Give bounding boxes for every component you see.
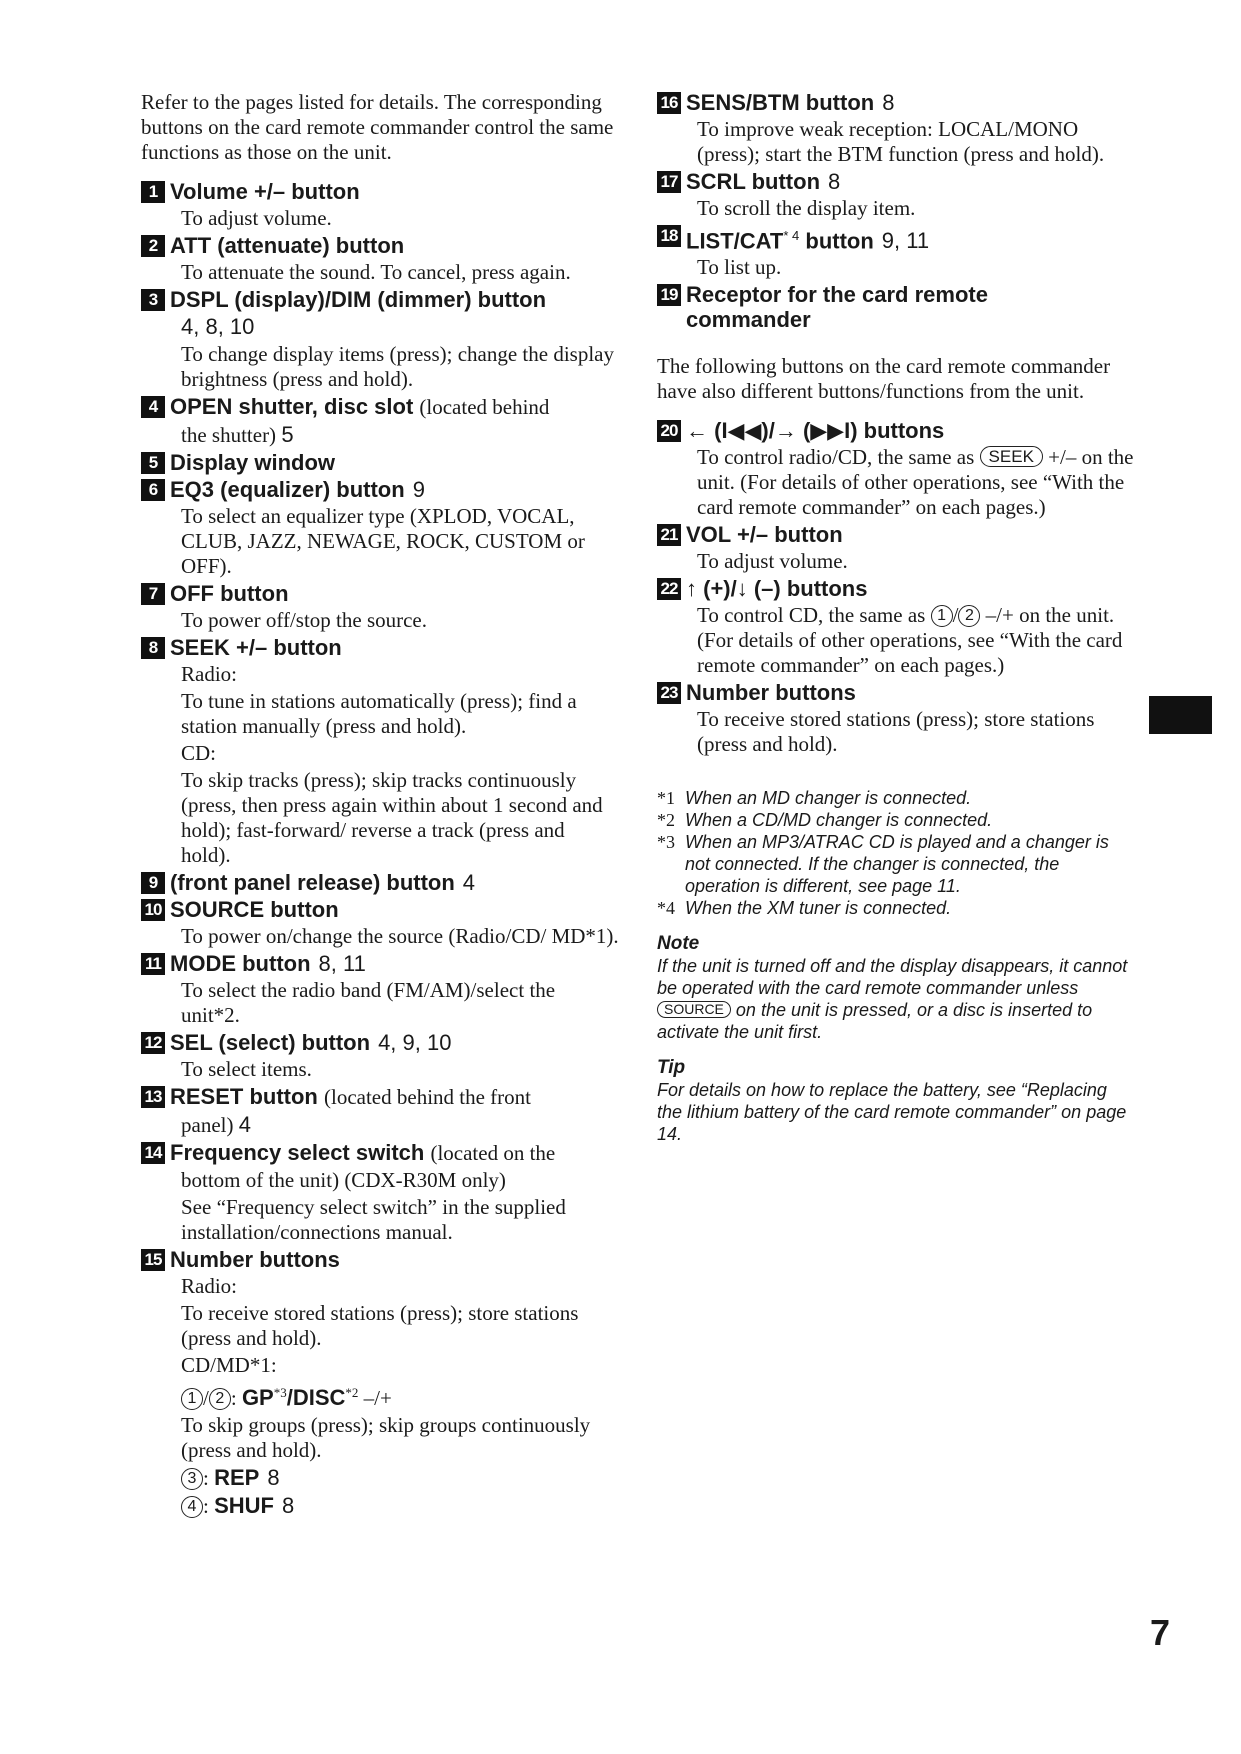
item-title: ATT (attenuate) button	[170, 233, 405, 258]
item-title: SENS/BTM button	[686, 90, 875, 115]
item-desc: To adjust volume.	[181, 206, 332, 230]
item-number: 19	[657, 284, 681, 306]
item-title: Frequency select switch	[170, 1140, 425, 1165]
item-title: LIST/CAT	[686, 228, 784, 254]
item-desc: To power off/stop the source.	[181, 608, 428, 632]
item-12	[141, 1030, 619, 1082]
item-desc	[657, 445, 1135, 520]
item-title: Volume +/– button	[170, 179, 360, 204]
gp-desc: To skip groups (press); skip groups continuously (press and hold).	[181, 1413, 591, 1462]
item-15	[141, 1247, 619, 1519]
item-location: (located behind	[419, 395, 550, 419]
item-pages: 4	[238, 1112, 251, 1137]
note-label: Note	[657, 933, 700, 955]
item-desc: To change display items (press); change the display brightness (press and hold).	[181, 342, 614, 391]
item-desc: To scroll the display item.	[697, 196, 916, 220]
item-desc: To list up.	[697, 255, 782, 280]
item-line: CD:	[181, 741, 217, 765]
number-button-2-symbol: 2	[958, 605, 980, 627]
item-number: 8	[141, 637, 165, 659]
desc-part: To control radio/CD, the same as	[697, 445, 975, 470]
rep-label: REP	[214, 1465, 260, 1490]
item-9	[141, 870, 619, 895]
tip-label: Tip	[657, 1057, 686, 1079]
number-button-3-symbol: 3	[181, 1468, 203, 1490]
item-pages: 8	[281, 1493, 295, 1518]
item-pages: 5	[281, 422, 294, 447]
item-number: 16	[657, 92, 681, 114]
item-number: 7	[141, 583, 165, 605]
item-number: 20	[657, 420, 681, 442]
desc-part: To control CD, the same as	[697, 603, 926, 628]
item-number: 17	[657, 171, 681, 193]
item-pages: 9	[412, 477, 425, 502]
item-title-suffix: button	[805, 228, 874, 254]
item-title: ← (I◀◀)/→ (▶▶I) buttons	[686, 418, 945, 444]
item-location-cont: panel)	[181, 1113, 234, 1137]
item-20	[657, 418, 1135, 520]
footnote	[657, 809, 1135, 831]
item-desc: To control CD, the same as 1 / 2 –/+ on the unit. (For details of other operations, see “With the card remote commander” on each pages.)	[697, 603, 1123, 678]
footnote-text: When the XM tuner is connected.	[685, 898, 952, 919]
number-button-4-symbol: 4	[181, 1496, 203, 1518]
item-title: RESET button	[170, 1084, 318, 1109]
item-number: 18	[657, 225, 681, 247]
item-desc: To select items.	[181, 1057, 312, 1081]
item-title: DSPL (display)/DIM (dimmer) button	[170, 287, 547, 312]
footnote-ref: *3	[273, 1385, 287, 1400]
item-3	[141, 287, 619, 392]
item-pages: 4, 8, 10	[181, 314, 255, 339]
item-title: Number buttons	[686, 680, 856, 706]
item-line: Radio:	[181, 662, 237, 686]
item-title: ↑ (+)/↓ (–) buttons	[686, 576, 868, 602]
item-22	[657, 576, 1135, 678]
note-text	[657, 955, 1135, 1043]
footnote-text: When an MP3/ATRAC CD is played and a changer is not connected. If the changer is connected, the operation is different, see page 11.	[685, 832, 1109, 897]
item-title: EQ3 (equalizer) button	[170, 477, 405, 502]
tip-text: For details on how to replace the battery, see “Replacing the lithium battery of the card remote commander” on page 14.	[657, 1080, 1127, 1145]
item-pages: 4, 9, 10	[378, 1030, 452, 1055]
item-desc: To select an equalizer type (XPLOD, VOCAL, CLUB, JAZZ, NEWAGE, ROCK, CUSTOM or OFF).	[181, 504, 585, 578]
page-number: 7	[1150, 1612, 1171, 1653]
item-16	[657, 90, 1135, 167]
item-pages: 8	[882, 90, 895, 115]
footnote	[657, 831, 1135, 897]
item-11	[141, 951, 619, 1028]
item-number: 13	[141, 1086, 165, 1108]
item-desc: To adjust volume.	[697, 549, 848, 574]
item-19	[657, 282, 1135, 332]
left-column	[141, 90, 619, 1521]
note-part: on the unit is pressed, or a disc is inserted to activate the unit first.	[657, 1000, 1093, 1043]
item-pages: 8, 11	[318, 951, 366, 976]
item-number: 6	[141, 479, 165, 501]
item-number: 14	[141, 1142, 165, 1164]
item-number: 21	[657, 524, 681, 546]
item-title: OFF button	[170, 581, 289, 606]
footnote-text: When a CD/MD changer is connected.	[685, 810, 993, 831]
desc-part: +/– on the unit. (For details of other operations, see “With the card remote commander” on each pages.)	[697, 445, 1134, 520]
item-number: 12	[141, 1032, 165, 1054]
footnote-mark: *1	[657, 788, 675, 809]
footnote	[657, 787, 1135, 809]
number-button-1-symbol: 1	[931, 605, 953, 627]
item-title: Receptor for the card remote commander	[686, 282, 988, 333]
item-title: MODE button	[170, 951, 311, 976]
item-title: Display window	[170, 450, 336, 475]
item-title: SOURCE button	[170, 897, 339, 922]
item-title: Number buttons	[170, 1247, 340, 1272]
gp-disc-line: 1 / 2 : GP$^{*3}$/DISC$^{*2}$ –/+	[141, 1380, 619, 1411]
item-2	[141, 233, 619, 285]
item-line: To tune in stations automatically (press); find a station manually (press and hold).	[181, 689, 577, 738]
source-button-symbol: SOURCE	[657, 1001, 731, 1018]
item-number: 22	[657, 578, 681, 600]
item-14	[141, 1140, 619, 1245]
item-pages: 9, 11	[881, 228, 930, 254]
item-desc: See “Frequency select switch” in the supplied installation/connections manual.	[181, 1195, 566, 1244]
item-number: 15	[141, 1249, 165, 1271]
item-desc: To power on/change the source (Radio/CD/ MD*1).	[181, 924, 619, 948]
footnotes	[657, 787, 1135, 1145]
number-button-2-symbol: 2	[209, 1388, 231, 1410]
item-4	[141, 394, 619, 448]
footnote-mark: *4	[657, 898, 675, 919]
right-column	[657, 88, 1135, 1145]
rep-line: 3 : REP 8	[141, 1465, 619, 1491]
item-8	[141, 635, 619, 868]
item-title: OPEN shutter, disc slot	[170, 394, 414, 419]
item-location-cont: the shutter)	[181, 423, 277, 447]
item-desc: To receive stored stations (press); store stations (press and hold).	[697, 707, 1095, 757]
item-10	[141, 897, 619, 949]
item-1	[141, 179, 619, 231]
item-number: 11	[141, 953, 165, 975]
item-13	[141, 1084, 619, 1138]
footnote-ref: *2	[345, 1385, 359, 1400]
item-desc: To improve weak reception: LOCAL/MONO (press); start the BTM function (press and hold).	[697, 117, 1105, 166]
item-number: 9	[141, 872, 165, 894]
item-number: 10	[141, 899, 165, 921]
item-line: To skip tracks (press); skip tracks continuously (press, then press again within about 1 second and hold); fast-forward/ reverse a track (press and hold).	[181, 768, 603, 867]
item-location: (located behind the front	[324, 1085, 532, 1109]
item-title: SCRL button	[686, 169, 821, 194]
item-number: 2	[141, 235, 165, 257]
item-desc: To attenuate the sound. To cancel, press again.	[181, 260, 571, 284]
footnote-ref: * 4	[783, 228, 800, 243]
item-line: To receive stored stations (press); store stations (press and hold).	[181, 1301, 579, 1350]
shuf-line: 4 : SHUF 8	[141, 1493, 619, 1519]
item-line: CD/MD*1:	[181, 1353, 277, 1377]
gp-label: GP	[241, 1385, 274, 1410]
item-location-cont: bottom of the unit) (CDX-R30M only)	[181, 1168, 506, 1192]
item-number: 3	[141, 289, 165, 311]
item-6	[141, 477, 619, 579]
seek-button-symbol: SEEK	[980, 446, 1043, 467]
item-title: (front panel release) button	[170, 870, 455, 895]
item-number: 1	[141, 181, 165, 203]
shuf-label: SHUF	[214, 1493, 274, 1518]
gp-disc-tail: –/+	[358, 1386, 392, 1410]
item-number: 5	[141, 452, 165, 474]
item-number: 4	[141, 396, 165, 418]
item-desc: To select the radio band (FM/AM)/select the unit*2.	[181, 978, 556, 1027]
item-title: VOL +/– button	[686, 522, 843, 548]
intro-text: Refer to the pages listed for details. The corresponding buttons on the card remote commander control the same functions as those on the unit.	[141, 90, 614, 164]
item-5	[141, 450, 619, 475]
footnote-mark: *3	[657, 832, 675, 853]
item-pages: 4	[462, 870, 476, 895]
desc-part: –/+ on the unit. (For details of other operations, see “With the card remote commander” on each pages.)	[697, 603, 1123, 678]
item-7	[141, 581, 619, 633]
note-part: If the unit is turned off and the display disappears, it cannot be operated with the card remote commander unless	[657, 956, 1128, 999]
item-line: Radio:	[181, 1274, 237, 1298]
item-number: 23	[657, 682, 681, 704]
intro-2-text: The following buttons on the card remote commander have also different buttons/functions from the unit.	[657, 354, 1111, 404]
item-title: SEEK +/– button	[170, 635, 342, 660]
item-21	[657, 522, 1135, 574]
item-23	[657, 680, 1135, 757]
footnote	[657, 897, 1135, 919]
item-17	[657, 169, 1135, 221]
item-pages: 8	[267, 1465, 280, 1490]
item-pages: 8	[828, 169, 841, 194]
number-button-1-symbol: 1	[181, 1388, 203, 1410]
disc-label: /DISC	[286, 1385, 346, 1410]
footnote-text: When an MD changer is connected.	[685, 788, 972, 809]
item-location: (located on the	[430, 1141, 556, 1165]
section-tab-marker	[1149, 696, 1212, 734]
item-18	[657, 223, 1135, 280]
item-title: SEL (select) button	[170, 1030, 371, 1055]
footnote-mark: *2	[657, 810, 675, 831]
